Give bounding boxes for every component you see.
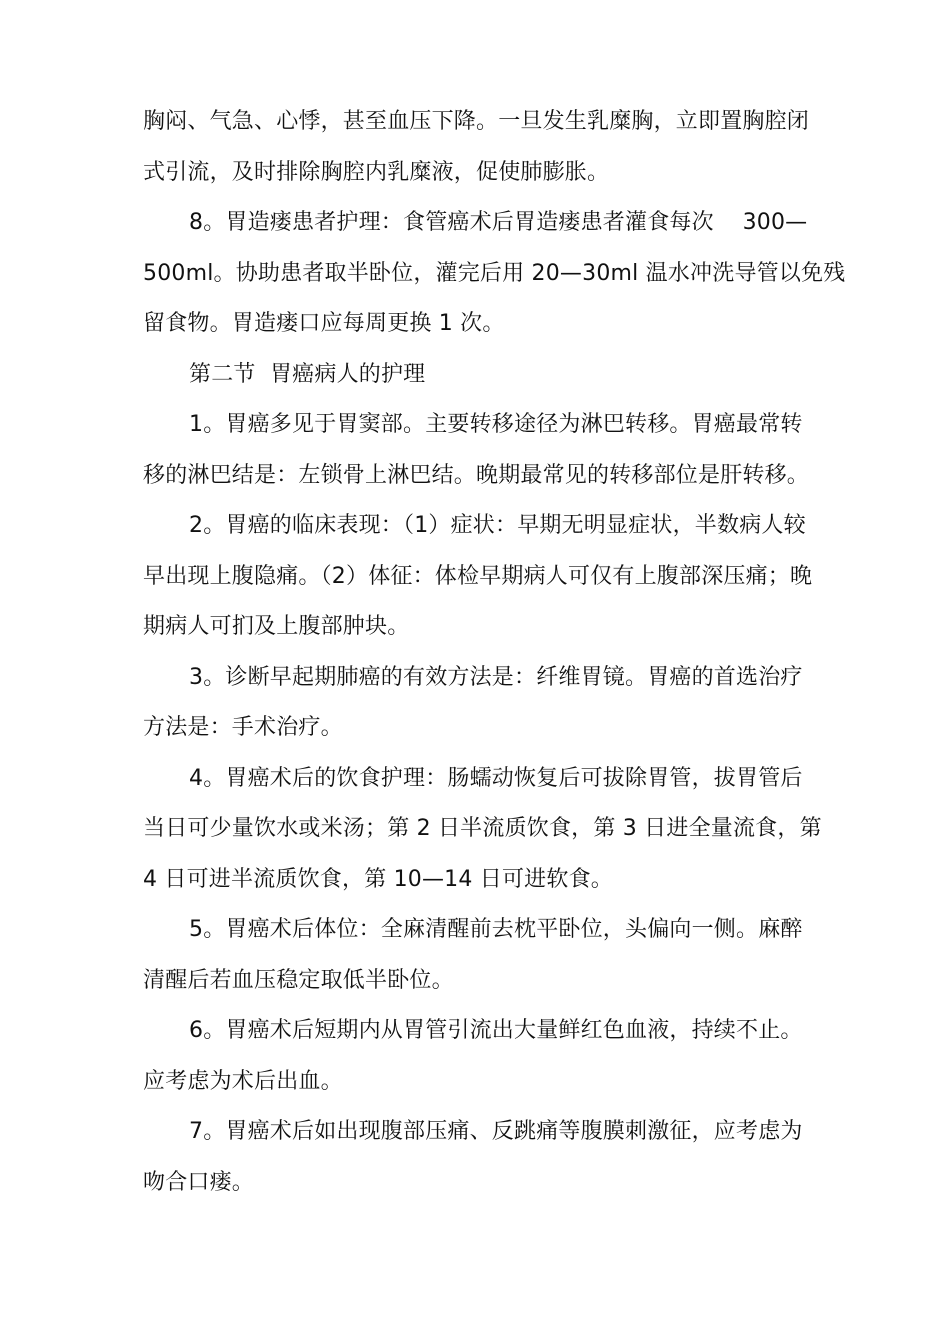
text-line: 7。胃癌术后如出现腹部压痛、反跳痛等腹膜刺激征，应考虑为 (189, 1119, 803, 1144)
text-line: 方法是：手术治疗。 (143, 715, 343, 740)
text-line: 5。胃癌术后体位：全麻清醒前去枕平卧位，头偏向一侧。麻醉 (189, 917, 803, 942)
text-line: 期病人可扪及上腹部肿块。 (143, 614, 410, 639)
text-line: 4 日可进半流质饮食，第 10—14 日可进软食。 (143, 866, 613, 892)
text-line: 3。诊断早起期肺癌的有效方法是：纤维胃镜。胃癌的首选治疗 (189, 664, 803, 690)
text-line: 吻合口瘘。 (143, 1169, 255, 1195)
text-line: 清醒后若血压稳定取低半卧位。 (143, 967, 454, 993)
text-line: 6。胃癌术后短期内从胃管引流出大量鲜红色血液，持续不止。 (189, 1018, 803, 1043)
text-line: 500ml。协助患者取半卧位，灌完后用 20—30ml 温水冲洗导管以免残 (143, 260, 846, 286)
text-line: 胸闷、气急、心悸，甚至血压下降。一旦发生乳糜胸，立即置胸腔闭 (143, 109, 810, 134)
text-line: 早出现上腹隐痛。（2）体征：体检早期病人可仅有上腹部深压痛；晚 (143, 563, 813, 589)
text-line: 式引流，及时排除胸腔内乳糜液，促使肺膨胀。 (143, 159, 610, 185)
text-line: 1。胃癌多见于胃窦部。主要转移途径为淋巴转移。胃癌最常转 (189, 412, 803, 437)
text-line: 8。胃造瘘患者护理：食管癌术后胃造瘘患者灌食每次 300— (189, 210, 808, 235)
text-line: 留食物。胃造瘘口应每周更换 1 次。 (143, 311, 505, 336)
text-line: 当日可少量饮水或米汤；第 2 日半流质饮食，第 3 日进全量流食，第 (143, 816, 822, 841)
document-body (143, 97, 846, 1208)
text-line: 4。胃癌术后的饮食护理：肠蠕动恢复后可拔除胃管，拔胃管后 (189, 765, 803, 791)
text-line: 第二节 胃癌病人的护理 (189, 361, 426, 387)
text-line: 移的淋巴结是：左锁骨上淋巴结。晚期最常见的转移部位是肝转移。 (143, 462, 810, 488)
text-line: 应考虑为术后出血。 (143, 1068, 343, 1094)
text-line: 2。胃癌的临床表现：（1）症状：早期无明显症状，半数病人较 (189, 513, 806, 538)
